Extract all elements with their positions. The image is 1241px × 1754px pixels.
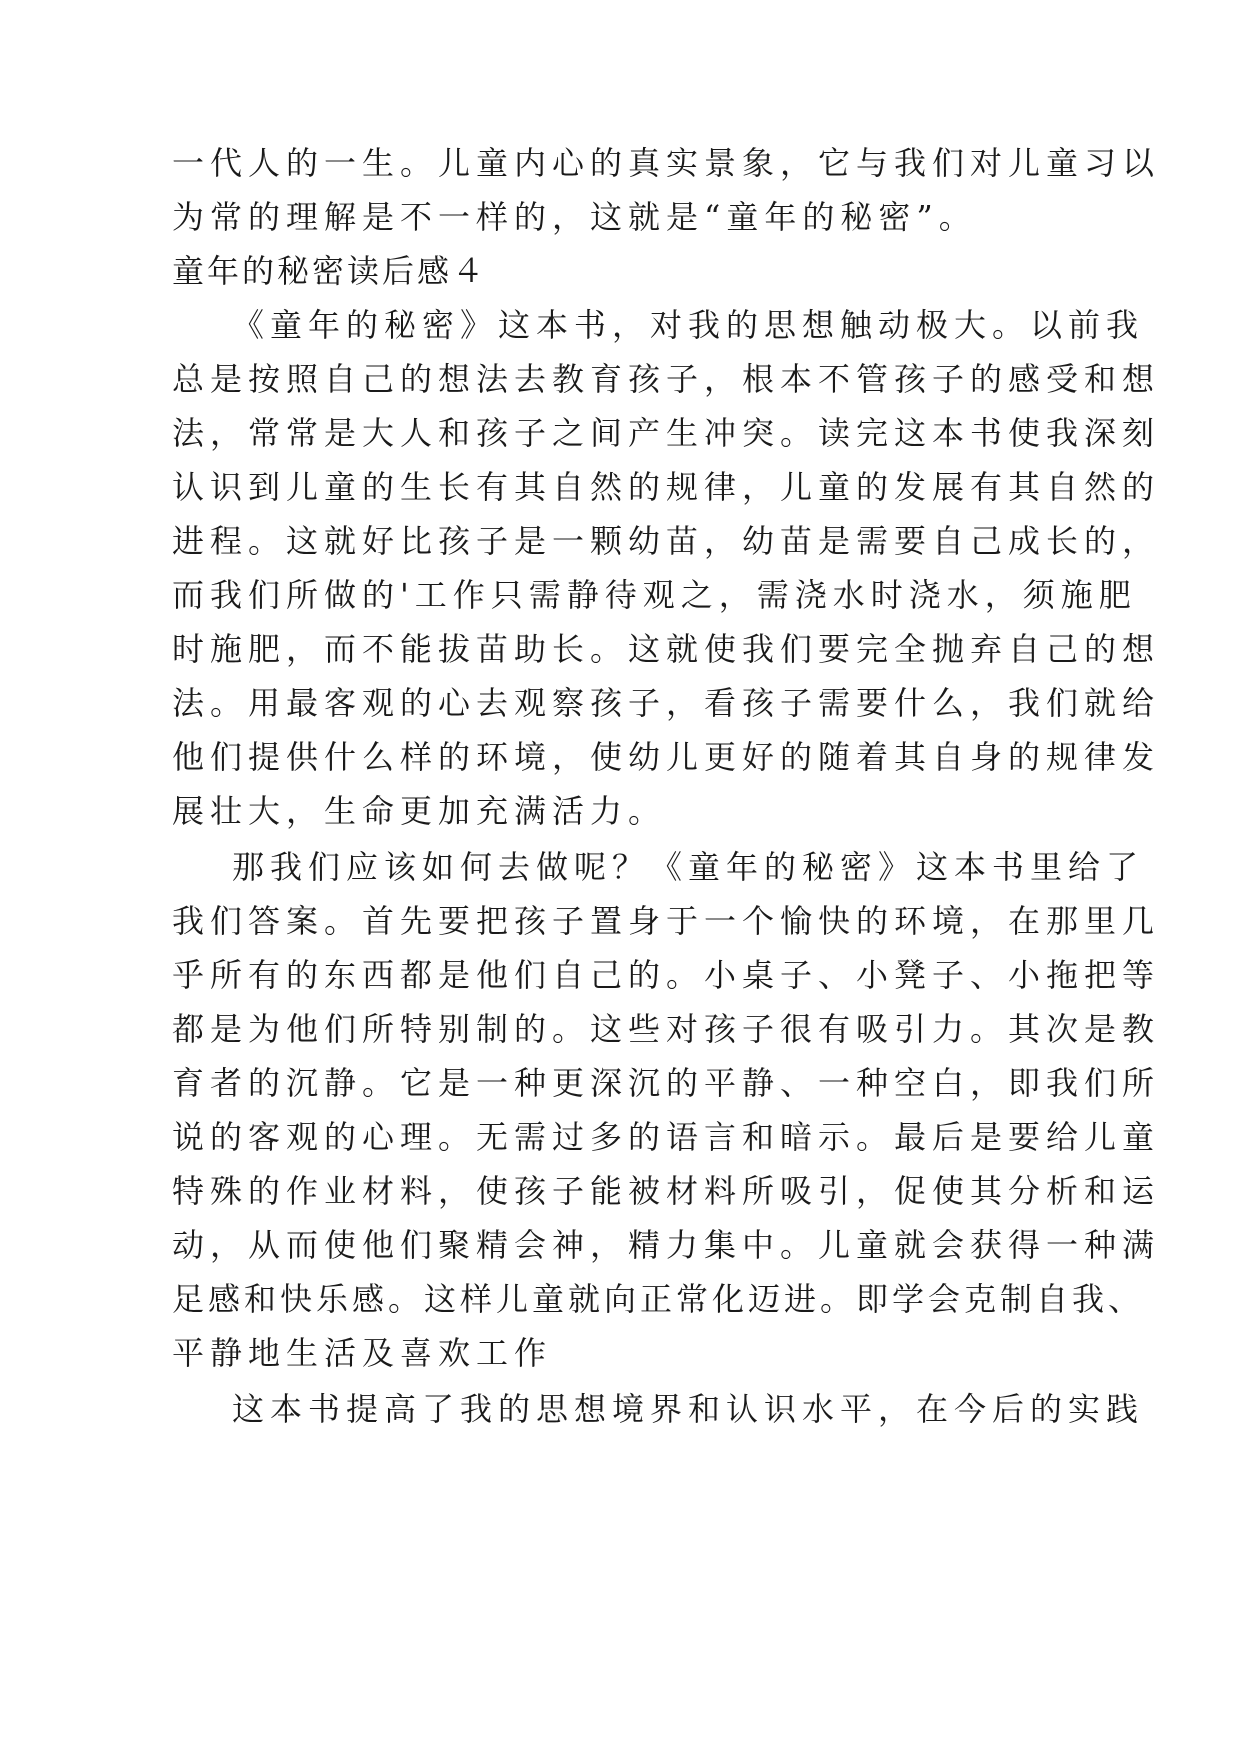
paragraph-1-line-2: 为常的理解是不一样的，这就是“童年的秘密”。 (172, 198, 977, 236)
paragraph-2-line-1: 《童年的秘密》这本书，对我的思想触动极大。以前我 (232, 306, 1145, 344)
paragraph-3-line-1: 那我们应该如何去做呢？《童年的秘密》这本书里给了 (232, 848, 1145, 886)
paragraph-2-line-10: 展壮大，生命更加充满活力。 (172, 792, 667, 830)
paragraph-2-line-9: 他们提供什么样的环境，使幼儿更好的随着其自身的规律发 (172, 738, 1161, 776)
paragraph-3-line-5: 育者的沉静。它是一种更深沉的平静、一种空白，即我们所 (172, 1064, 1161, 1102)
paragraph-3-line-3: 乎所有的东西都是他们自己的。小桌子、小凳子、小拖把等 (172, 956, 1161, 994)
paragraph-3-line-4: 都是为他们所特别制的。这些对孩子很有吸引力。其次是教 (172, 1010, 1161, 1048)
paragraph-3-line-10: 平静地生活及喜欢工作 (172, 1334, 553, 1372)
paragraph-2-line-3: 法，常常是大人和孩子之间产生冲突。读完这本书使我深刻 (172, 414, 1161, 452)
paragraph-3-line-9: 足感和快乐感。这样儿童就向正常化迈进。即学会克制自我、 (172, 1280, 1145, 1318)
paragraph-2-line-4: 认识到儿童的生长有其自然的规律，儿童的发展有其自然的 (172, 468, 1161, 506)
paragraph-2-line-8: 法。用最客观的心去观察孩子，看孩子需要什么，我们就给 (172, 684, 1161, 722)
paragraph-2-line-5: 进程。这就好比孩子是一颗幼苗，幼苗是需要自己成长的， (172, 522, 1161, 560)
paragraph-1-line-1: 一代人的一生。儿童内心的真实景象，它与我们对儿童习以 (172, 144, 1161, 182)
paragraph-3-line-7: 特殊的作业材料，使孩子能被材料所吸引，促使其分析和运 (172, 1172, 1161, 1210)
paragraph-3-line-6: 说的客观的心理。无需过多的语言和暗示。最后是要给儿童 (172, 1118, 1161, 1156)
paragraph-2-line-6: 而我们所做的'工作只需静待观之，需浇水时浇水，须施肥 (172, 576, 1137, 614)
paragraph-3-line-8: 动，从而使他们聚精会神，精力集中。儿童就会获得一种满 (172, 1226, 1161, 1264)
paragraph-2-line-7: 时施肥，而不能拔苗助长。这就使我们要完全抛弃自己的想 (172, 630, 1161, 668)
paragraph-3-line-2: 我们答案。首先要把孩子置身于一个愉快的环境，在那里几 (172, 902, 1161, 940)
paragraph-2-line-2: 总是按照自己的想法去教育孩子，根本不管孩子的感受和想 (172, 360, 1161, 398)
paragraph-4-line-1: 这本书提高了我的思想境界和认识水平，在今后的实践 (232, 1390, 1145, 1428)
section-title: 童年的秘密读后感４ (172, 252, 488, 290)
